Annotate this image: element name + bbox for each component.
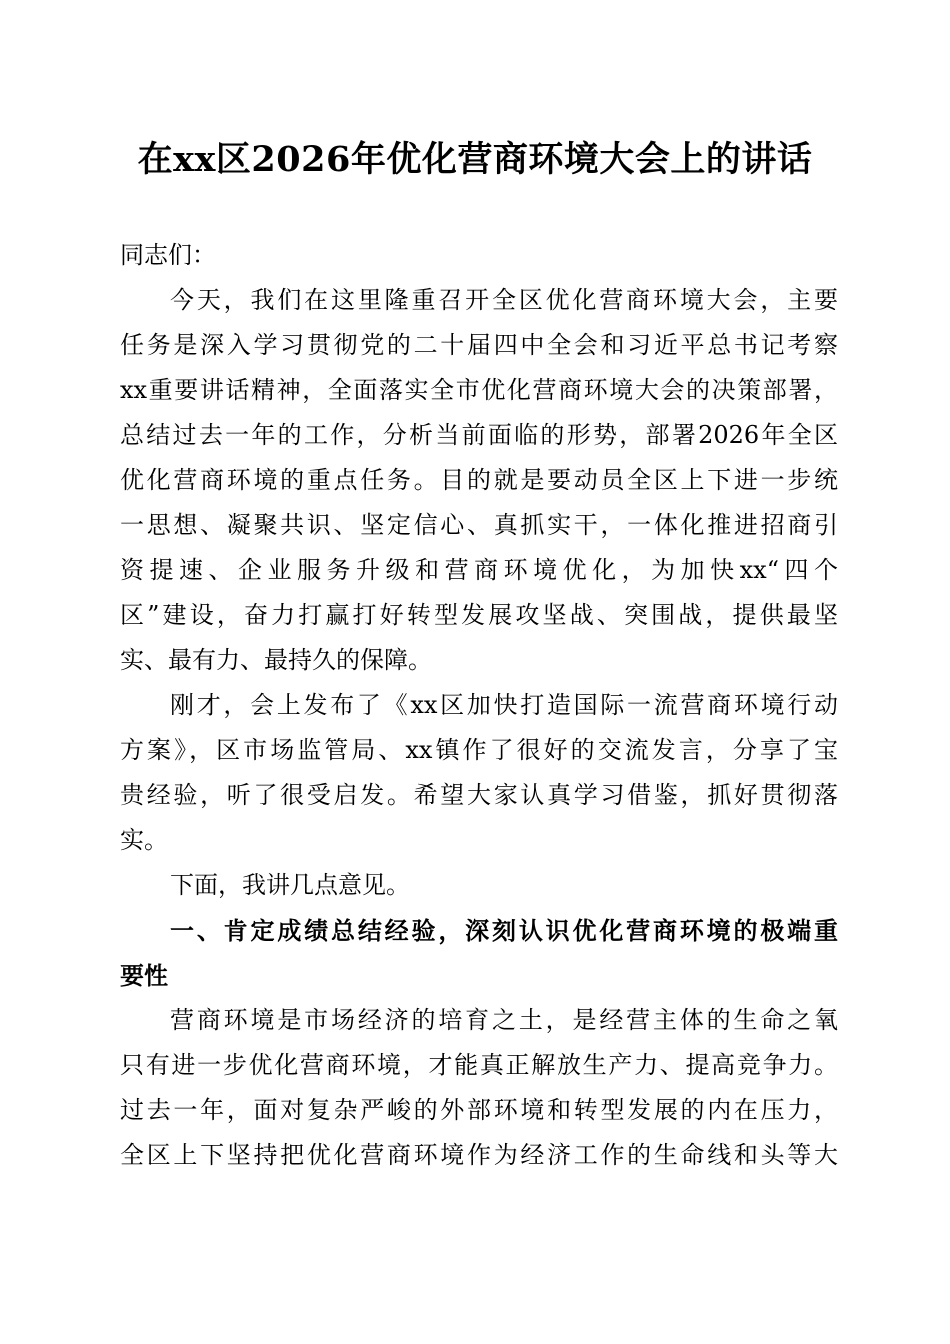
body-text-line: 下面，我讲几点意见。 — [170, 871, 410, 899]
body-text-line: xx重要讲话精神，全面落实全市优化营商环境大会的决策部署， — [120, 376, 838, 404]
body-text-line: 区”建设，奋力打赢打好转型发展攻坚战、突围战，提供最坚 — [120, 601, 838, 629]
body-text-line: 方案》，区市场监管局、xx镇作了很好的交流发言，分享了宝 — [120, 736, 838, 764]
section-heading-line: 要性 — [120, 961, 168, 990]
body-text-line: 任务是深入学习贯彻党的二十届四中全会和习近平总书记考察 — [120, 331, 838, 359]
body-text-line: 优化营商环境的重点任务。目的就是要动员全区上下进一步统 — [120, 466, 838, 494]
body-text-line: 只有进一步优化营商环境，才能真正解放生产力、提高竞争力。 — [120, 1051, 838, 1079]
body-text-line: 营商环境是市场经济的培育之土，是经营主体的生命之氧 — [170, 1006, 838, 1034]
document-body — [120, 233, 838, 1178]
body-text-line: 全区上下坚持把优化营商环境作为经济工作的生命线和头等大 — [120, 1141, 838, 1169]
section-heading-line: 一、肯定成绩总结经验，深刻认识优化营商环境的极端重 — [170, 916, 838, 945]
document-title: 在xx区2026年优化营商环境大会上的讲话 — [137, 139, 813, 180]
body-text-line: 刚才，会上发布了《xx区加快打造国际一流营商环境行动 — [170, 691, 838, 719]
body-text-line: 过去一年，面对复杂严峻的外部环境和转型发展的内在压力， — [120, 1096, 838, 1124]
body-text-line: 总结过去一年的工作，分析当前面临的形势，部署2026年全区 — [120, 421, 838, 449]
body-text-line: 实。 — [120, 826, 168, 854]
body-text-line: 贵经验，听了很受启发。希望大家认真学习借鉴，抓好贯彻落 — [120, 781, 838, 809]
body-text-line: 资提速、企业服务升级和营商环境优化，为加快xx“四个 — [120, 556, 838, 584]
body-text-line: 同志们： — [120, 241, 216, 269]
body-text-line: 今天，我们在这里隆重召开全区优化营商环境大会，主要 — [170, 286, 838, 314]
body-text-line: 实、最有力、最持久的保障。 — [120, 646, 432, 674]
body-text-line: 一思想、凝聚共识、坚定信心、真抓实干，一体化推进招商引 — [120, 511, 838, 539]
